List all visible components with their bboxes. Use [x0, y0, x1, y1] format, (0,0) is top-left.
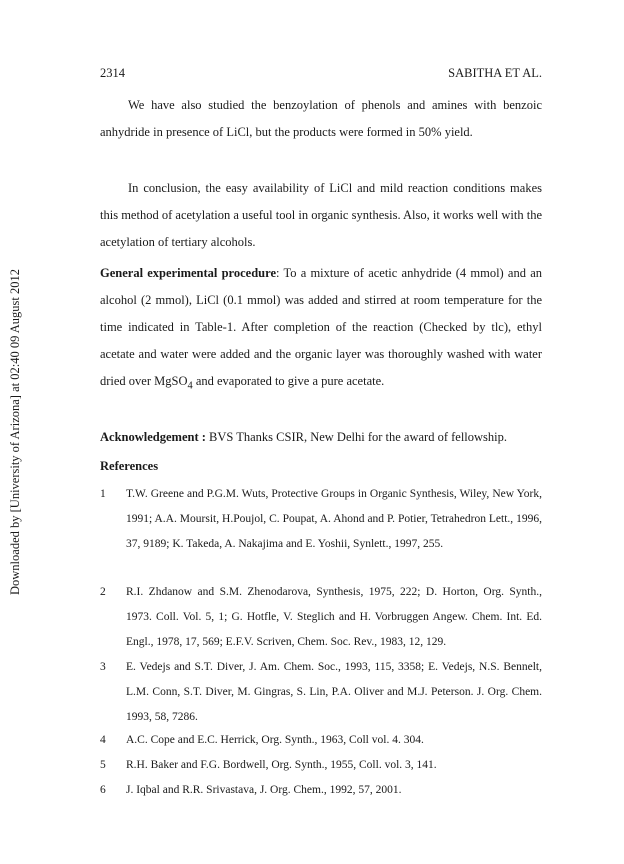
- reference-text: A.C. Cope and E.C. Herrick, Org. Synth., 1963, Coll vol. 4. 304.: [126, 734, 424, 746]
- reference-text: J. Iqbal and R.R. Srivastava, J. Org. Chem., 1992, 57, 2001.: [126, 784, 402, 796]
- reference-text: R.H. Baker and F.G. Bordwell, Org. Synth., 1955, Coll. vol. 3, 141.: [126, 759, 437, 771]
- reference-number: 3: [100, 661, 106, 673]
- page-number: 2314: [100, 66, 125, 80]
- reference-item: [100, 655, 542, 730]
- subscript-four: 4: [187, 380, 193, 392]
- references-heading: References: [100, 459, 159, 473]
- paragraph-benzoylation: We have also studied the benzoylation of phenols and amines with benzoic anhydride in presence of LiCl, but the products were formed in 50% yield.: [100, 98, 542, 139]
- reference-text: R.I. Zhdanow and S.M. Zhenodarova, Synthesis, 1975, 222; D. Horton, Org. Synth., 1973. Coll. Vol. 5, 1; G. Hotfle, V. Steglich and H. Vorbruggen Angew. Chem. Int. Ed. Engl., 1978, 17, 569; E.F.V. Scriven, Chem. Soc. Rev., 1983, 12, 129.: [126, 586, 542, 648]
- general-procedure-label: General experimental procedure: [100, 266, 276, 280]
- reference-item: [100, 580, 542, 655]
- paragraph-general-procedure: General experimental procedure: To a mixture of acetic anhydride (4 mmol) and an alcohol (2 mmol), LiCl (0.1 mmol) was added and stirred at room temperature for the time indicated in Table-1. After completion of the reaction (Checked by tlc), ethyl acetate and water were added and the organic layer was thoroughly washed with water dried over MgSO$_4$ and evaporated to give a pure acetate.: [100, 266, 542, 392]
- reference-text: T.W. Greene and P.G.M. Wuts, Protective Groups in Organic Synthesis, Wiley, New York, 1991; A.A. Moursit, H.Poujol, C. Poupat, A. Ahond and P. Potier, Tetrahedron Lett., 1996, 37, 9189; K. Takeda, A. Nakajima and E. Yoshii, Synlett., 1997, 255.: [126, 488, 542, 550]
- reference-item: [100, 728, 542, 753]
- reference-number: 2: [100, 586, 106, 598]
- download-watermark: [0, 0, 22, 864]
- reference-number: 6: [100, 784, 106, 796]
- reference-text: E. Vedejs and S.T. Diver, J. Am. Chem. Soc., 1993, 115, 3358; E. Vedejs, N.S. Bennelt, L.M. Conn, S.T. Diver, M. Gingras, S. Lin, P.A. Oliver and M.J. Peterson. J. Org. Chem. 1993, 58, 7286.: [126, 661, 542, 723]
- paragraph-conclusion: In conclusion, the easy availability of LiCl and mild reaction conditions makes this method of acetylation a useful tool in organic synthesis. Also, it works well with the acetylation of tertiary alcohols.: [100, 181, 542, 249]
- paragraph-acknowledgement: Acknowledgement : BVS Thanks CSIR, New Delhi for the award of fellowship.: [100, 430, 508, 444]
- acknowledgement-label: Acknowledgement :: [100, 430, 206, 444]
- running-header: [100, 66, 542, 82]
- reference-number: 1: [100, 488, 106, 500]
- running-authors: SABITHA ET AL.: [448, 66, 542, 80]
- reference-number: 4: [100, 734, 106, 746]
- reference-item: [100, 753, 542, 778]
- download-note: Downloaded by [University of Arizona] at 02:40 09 August 2012: [8, 269, 22, 595]
- reference-item: [100, 482, 542, 557]
- reference-number: 5: [100, 759, 106, 771]
- reference-item: [100, 778, 542, 803]
